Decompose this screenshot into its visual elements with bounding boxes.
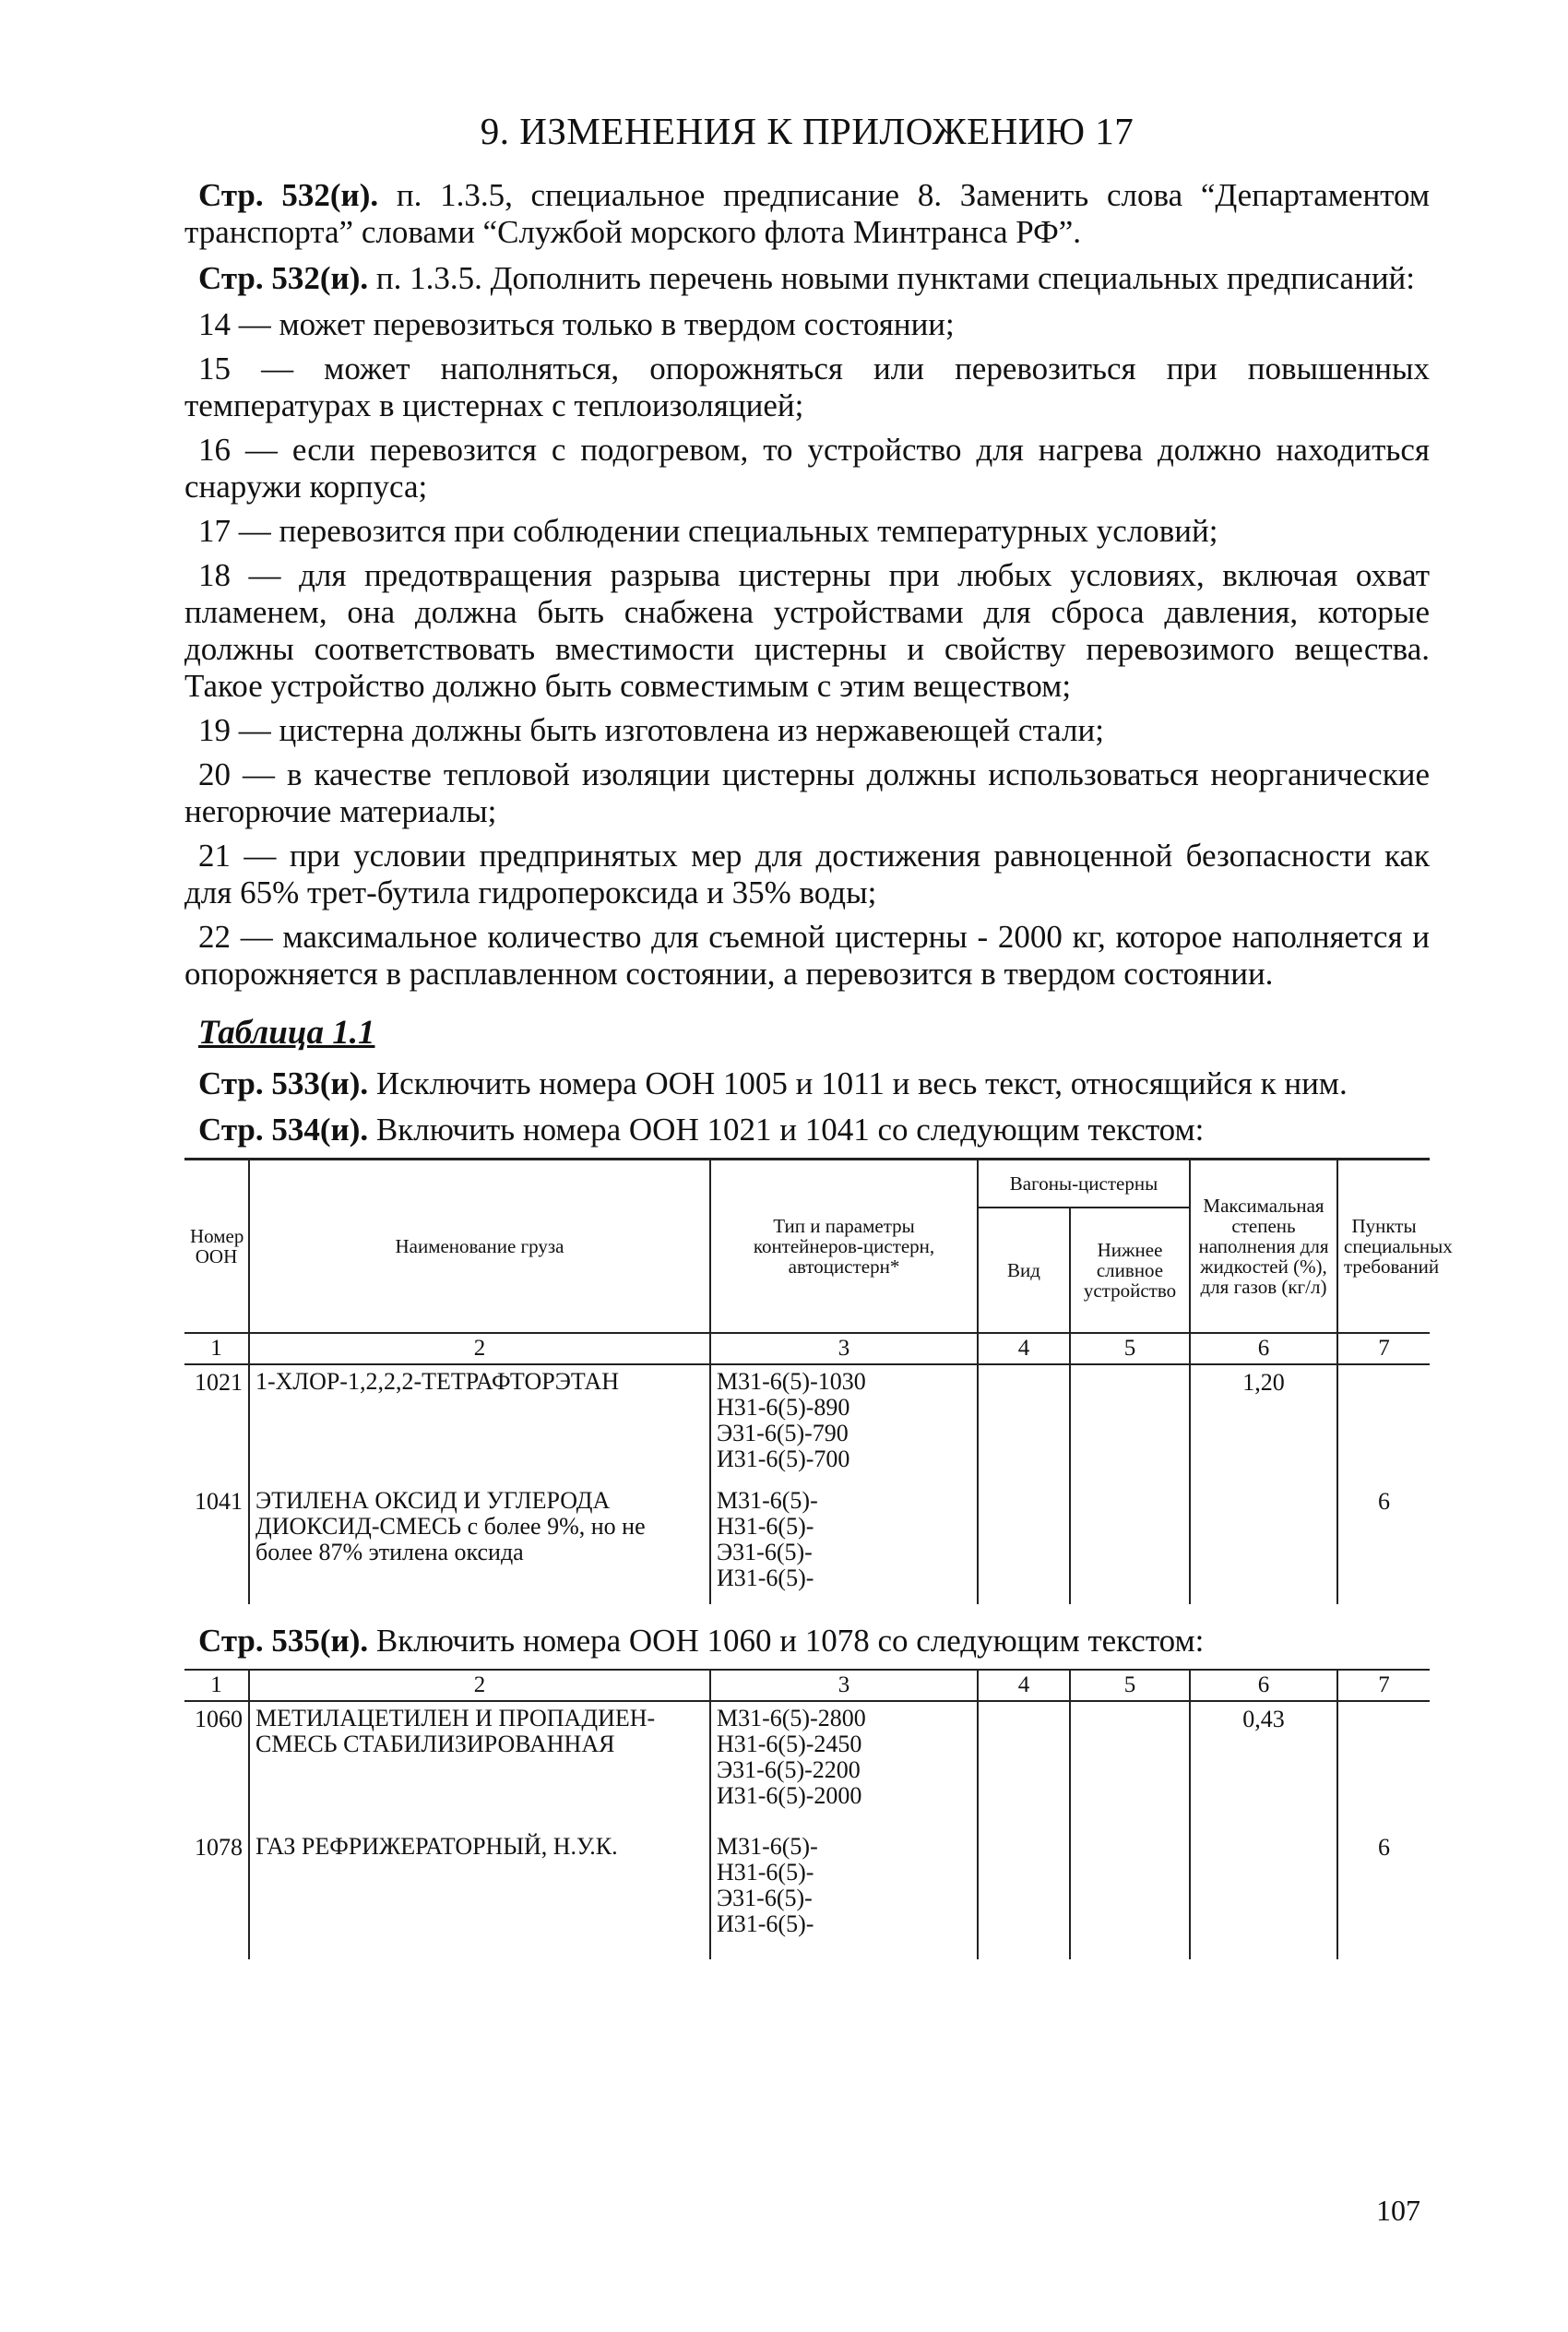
header-type: Тип и параметры контейнеров-цистерн, автоцистерн* [710,1160,978,1333]
list-item: 22 — максимальное количество для съемной цистерны - 2000 кг, которое наполняется и опорожняется в расплавленном состоянии, а перевозится в твердом состоянии. [184,919,1430,992]
col-num: 2 [249,1670,710,1701]
kind-cell [978,1484,1070,1604]
col-num: 4 [978,1333,1070,1364]
un-number: 1078 [195,1833,243,1861]
page-ref: Стр. 535(и). [198,1622,369,1659]
col-num: 7 [1337,1333,1430,1364]
kind-cell [978,1701,1070,1830]
document-page [184,109,1453,1959]
cargo-name: ГАЗ РЕФРИЖЕРАТОРНЫЙ, Н.У.К. [249,1830,710,1959]
section-heading: 9. ИЗМЕНЕНИЯ К ПРИЛОЖЕНИЮ 17 [480,110,1134,152]
maxfill-cell: 0,43 [1190,1701,1337,1830]
page-ref: Стр. 532(и). [198,260,369,296]
paragraph-532-1 [184,177,1430,251]
drain-cell [1070,1701,1190,1830]
paragraph-535 [184,1623,1430,1660]
page-ref: Стр. 532(и). [198,177,379,213]
col-num: 5 [1070,1333,1190,1364]
page-ref: Стр. 533(и). [198,1065,369,1101]
col-num: 4 [978,1670,1070,1701]
header-wagons: Вагоны-цистерны [978,1160,1190,1208]
col-num: 5 [1070,1670,1190,1701]
header-num: Номер ООН [184,1160,249,1333]
special-cell [1337,1701,1430,1830]
table-534 [184,1158,1453,1604]
tank-params: М31-6(5)- Н31-6(5)- Э31-6(5)- И31-6(5)- [710,1830,978,1959]
table-row [184,1701,1430,1830]
paragraph-text: Включить номера ООН 1060 и 1078 со следующим текстом: [368,1622,1205,1659]
tank-params: М31-6(5)-2800 Н31-6(5)-2450 Э31-6(5)-2200 И31-6(5)-2000 [710,1701,978,1830]
col-num: 1 [184,1670,249,1701]
tank-params: М31-6(5)- Н31-6(5)- Э31-6(5)- И31-6(5)- [710,1484,978,1604]
paragraph-text: п. 1.3.5, специальное предписание 8. Заменить слова “Департаментом транспорта” словами “Службой морского флота Минтранса РФ”. [184,177,1430,250]
col-num: 1 [184,1333,249,1364]
col-num: 2 [249,1333,710,1364]
drain-cell [1070,1364,1190,1484]
table-row [184,1484,1430,1604]
list-item: 14 — может перевозиться только в твердом состоянии; [198,306,955,342]
special-cell: 6 [1378,1487,1390,1515]
col-num: 7 [1337,1670,1430,1701]
list-item: 20 — в качестве тепловой изоляции цистерны должны использоваться неорганические негорючие материалы; [184,756,1430,829]
list-item: 17 — перевозится при соблюдении специальных температурных условий; [198,513,1218,549]
paragraph-533 [184,1065,1430,1102]
header-maxfill: Максимальная степень наполнения для жидкостей (%), для газов (кг/л) [1190,1160,1337,1333]
table-535 [184,1669,1430,1959]
table-row [184,1830,1430,1959]
header-kind: Вид [978,1208,1070,1333]
page-ref: Стр. 534(и). [198,1112,369,1148]
list-item: 18 — для предотвращения разрыва цистерны при любых условиях, включая охват пламенем, она должна быть снабжена устройствами для сброса давления, которые должны соответствовать вместимости цистерны и свойству перевозимого вещества. Такое устройство должно быть совместимым с этим веществом; [184,557,1430,704]
list-item: 15 — может наполняться, опорожняться или перевозиться при повышенных температурах в цистернах с теплоизоляцией; [184,351,1430,423]
paragraph-534 [184,1112,1430,1148]
list-item: 16 — если перевозится с подогревом, то устройство для нагрева должно находиться снаружи корпуса; [184,432,1430,505]
column-numbers-row [184,1670,1430,1701]
un-number: 1060 [195,1705,243,1732]
col-num: 3 [710,1670,978,1701]
kind-cell [978,1364,1070,1484]
column-numbers-row [184,1333,1430,1364]
col-num: 6 [1190,1670,1337,1701]
maxfill-cell: 1,20 [1190,1364,1337,1484]
page-number: 107 [1376,2194,1420,2227]
header-special: Пункты специальных требований [1337,1160,1430,1333]
header-drain: Нижнее сливное устройство [1070,1208,1190,1333]
cargo-name: 1-ХЛОР-1,2,2,2-ТЕТРАФТОРЭТАН [249,1364,710,1484]
cargo-name: ЭТИЛЕНА ОКСИД И УГЛЕРОДА ДИОКСИД-СМЕСЬ с более 9%, но не более 87% этилена оксида [249,1484,710,1604]
special-cell: 6 [1378,1833,1390,1861]
tank-params: М31-6(5)-1030 Н31-6(5)-890 Э31-6(5)-790 И31-6(5)-700 [710,1364,978,1484]
special-cell [1337,1364,1430,1484]
un-number: 1041 [195,1487,243,1515]
maxfill-cell [1190,1484,1337,1604]
header-name: Наименование груза [249,1160,710,1333]
paragraph-text: Исключить номера ООН 1005 и 1011 и весь текст, относящийся к ним. [368,1065,1348,1101]
kind-cell [978,1830,1070,1959]
maxfill-cell [1190,1830,1337,1959]
paragraph-text: Включить номера ООН 1021 и 1041 со следующим текстом: [368,1112,1205,1148]
un-number: 1021 [195,1368,243,1396]
table-title: Таблица 1.1 [198,1014,375,1052]
col-num: 3 [710,1333,978,1364]
drain-cell [1070,1830,1190,1959]
col-num: 6 [1190,1333,1337,1364]
paragraph-text: п. 1.3.5. Дополнить перечень новыми пунктами специальных предписаний: [368,260,1416,296]
cargo-name: МЕТИЛАЦЕТИЛЕН И ПРОПАДИЕН-СМЕСЬ СТАБИЛИЗИРОВАННАЯ [249,1701,710,1830]
drain-cell [1070,1484,1190,1604]
paragraph-532-2 [184,260,1430,297]
table-row [184,1364,1430,1484]
list-item: 19 — цистерна должны быть изготовлена из нержавеющей стали; [198,712,1104,748]
list-item: 21 — при условии предпринятых мер для достижения равноценной безопасности как для 65% трет-бутила гидропероксида и 35% воды; [184,838,1430,910]
